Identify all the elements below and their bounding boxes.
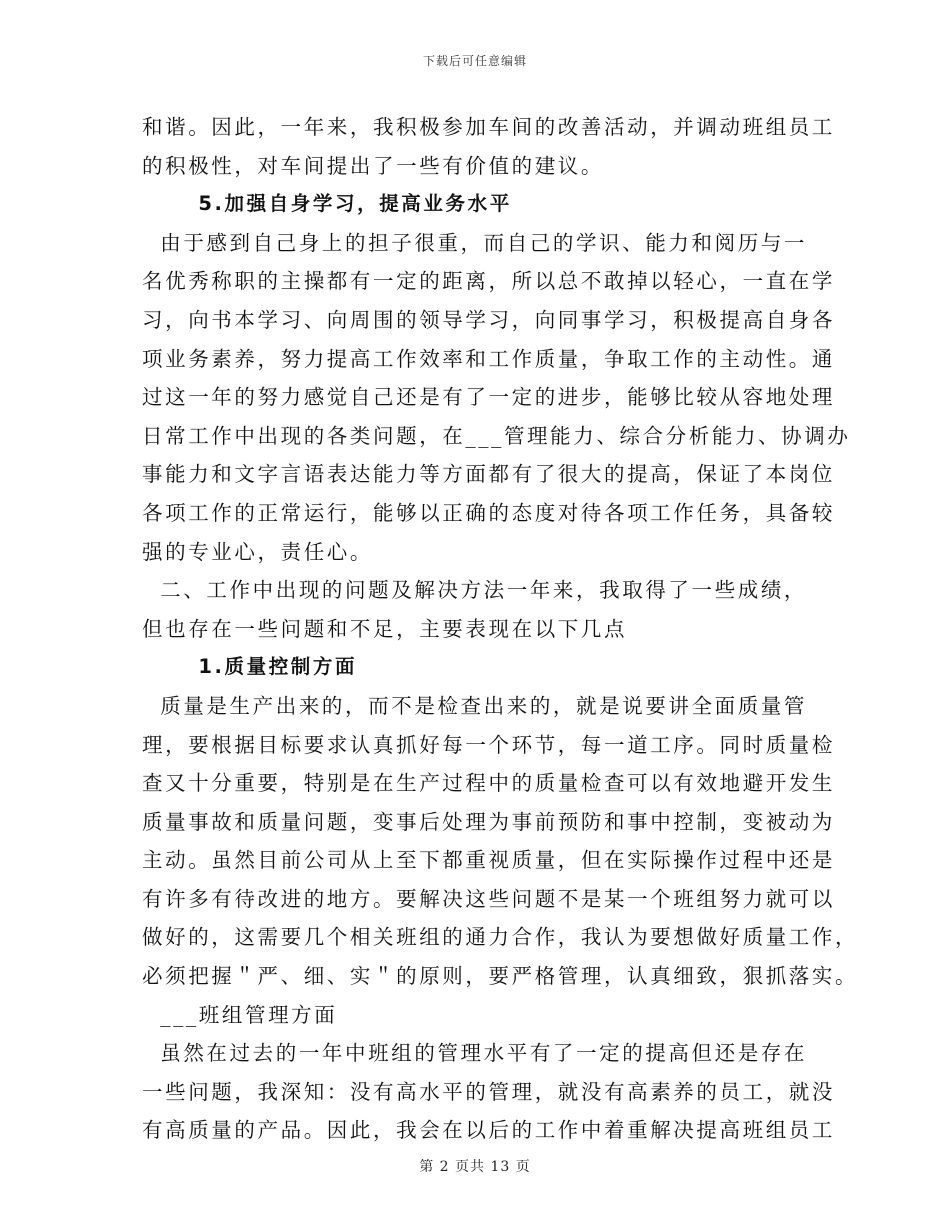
text-line: 做好的，这需要几个相关班组的通力合作，我认为要想做好质量工作，	[142, 925, 859, 950]
text-line: 和谐。因此，一年来，我积极参加车间的改善活动，并调动班组员工	[142, 115, 835, 139]
text-line: 主动。虽然目前公司从上至下都重视质量，但在实际操作过程中还是	[142, 848, 835, 873]
document-body	[142, 108, 859, 1150]
text-line: 必须把握＂严、细、实＂的原则，要严格管理，认真细致，狠抓落实。	[142, 964, 859, 989]
text-line: 有高质量的产品。因此，我会在以后的工作中着重解决提高班组员工	[142, 1118, 835, 1143]
section-heading: 1.质量控制方面	[142, 655, 358, 679]
text-line: 虽然在过去的一年中班组的管理水平有了一定的提高但还是存在	[142, 1041, 808, 1066]
text-line: 项业务素养，努力提高工作效率和工作质量，争取工作的主动性。通	[142, 346, 835, 371]
text-line: 理，要根据目标要求认真抓好每一个环节，每一道工序。同时质量检	[142, 732, 835, 757]
text-line: 习，向书本学习、向周围的领导学习，向同事学习，积极提高自身各	[142, 307, 835, 332]
text-line: 查又十分重要，特别是在生产过程中的质量检查可以有效地避开发生	[142, 771, 835, 796]
text-line: 过这一年的努力感觉自己还是有了一定的进步，能够比较从容地处理	[142, 385, 835, 410]
text-line: 的积极性，对车间提出了一些有价值的建议。	[142, 153, 604, 178]
text-line: 有许多有待改进的地方。要解决这些问题不是某一个班组努力就可以	[142, 886, 835, 911]
text-line: 但也存在一些问题和不足，主要表现在以下几点	[142, 616, 628, 641]
text-line: 质量事故和质量问题，变事后处理为事前预防和事中控制，变被动为	[142, 809, 835, 834]
text-line: ___班组管理方面	[142, 1002, 338, 1027]
page-footer: 第 2 页共 13 页	[419, 1159, 531, 1175]
text-line: 强的专业心，责任心。	[142, 539, 373, 564]
text-line: 一些问题，我深知：没有高水平的管理，就没有高素养的员工，就没	[142, 1079, 835, 1104]
text-line: 名优秀称职的主操都有一定的距离，所以总不敢掉以轻心，一直在学	[142, 269, 835, 294]
text-line: 各项工作的正常运行，能够以正确的态度对待各项工作任务，具备较	[142, 500, 835, 525]
text-line: 日常工作中出现的各类问题，在___管理能力、综合分析能力、协调办	[142, 423, 851, 448]
page-header: 下载后可任意编辑	[422, 54, 527, 68]
text-line: 由于感到自己身上的担子很重，而自己的学识、能力和阅历与一	[142, 230, 808, 255]
section-heading: 5.加强自身学习，提高业务水平	[142, 192, 512, 216]
text-line: 事能力和文字言语表达能力等方面都有了很大的提高，保证了本岗位	[142, 462, 835, 487]
text-line: 二、工作中出现的问题及解决方法一年来，我取得了一些成绩，	[142, 578, 808, 603]
text-line: 质量是生产出来的，而不是检查出来的，就是说要讲全面质量管	[142, 693, 808, 718]
